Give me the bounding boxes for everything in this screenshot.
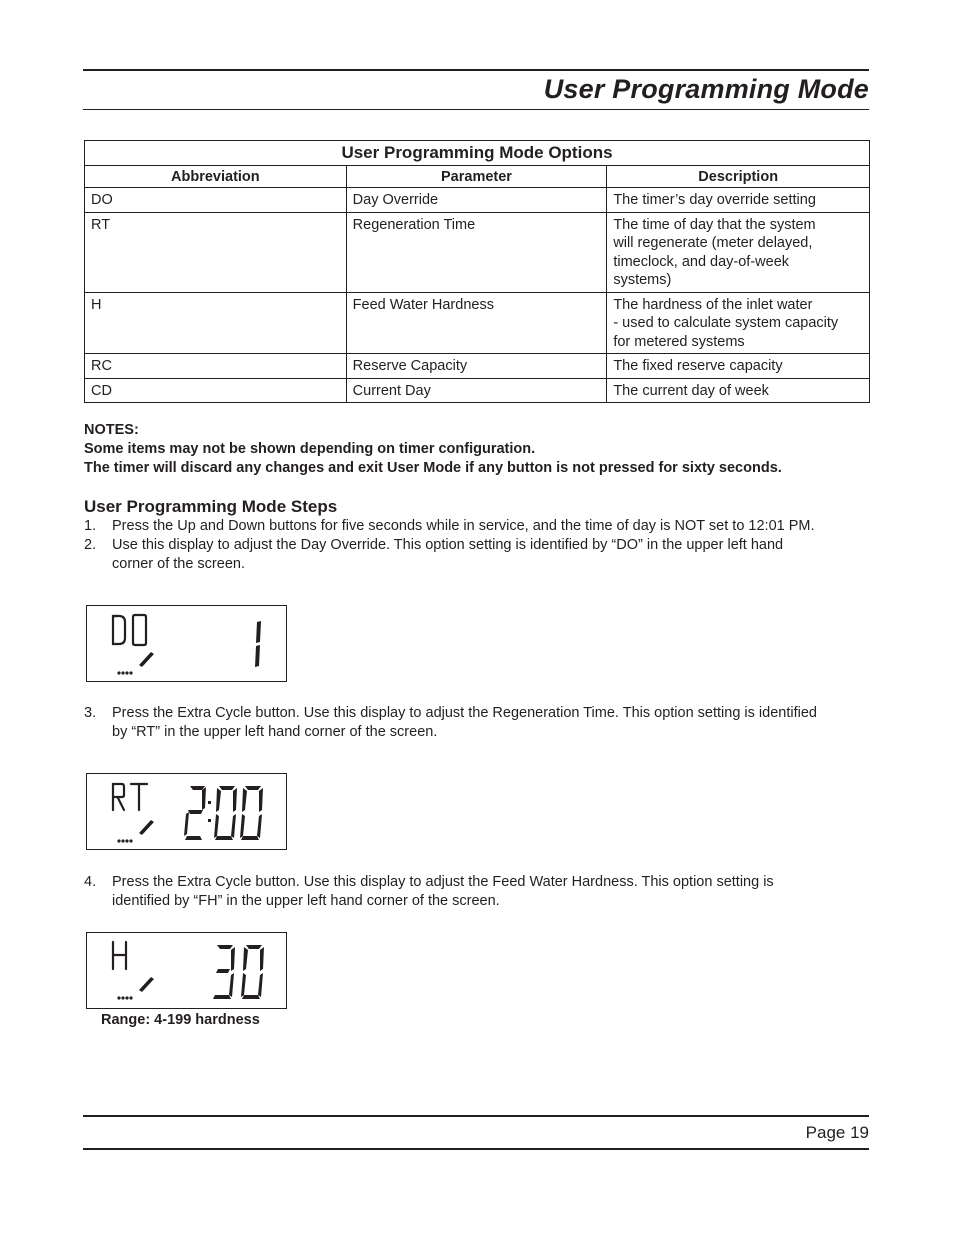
page-number: Page 19 [805, 1123, 869, 1142]
lcd-value-1 [255, 621, 261, 667]
column-header-description: Description [607, 165, 870, 188]
lcd-code-h [113, 942, 126, 969]
options-table-caption: User Programming Mode Options [85, 141, 870, 166]
step-text-line: Press the Up and Down buttons for five seconds while in service, and the time of day is NOT set to 12:01 PM. [112, 518, 815, 534]
step-text-line: by “RT” in the upper left hand corner of the screen. [112, 724, 438, 740]
footer-rule-top [83, 1115, 869, 1117]
table-header-row [85, 165, 870, 188]
column-header-abbreviation: Abbreviation [85, 165, 347, 188]
step-number: 4. [84, 874, 97, 890]
description-cell [607, 188, 870, 213]
lcd-value-30 [213, 945, 264, 999]
description-line: will regenerate (meter delayed, [613, 235, 813, 251]
description-line: The current day of week [613, 382, 769, 399]
description-cell [607, 378, 870, 403]
note-line: The timer will discard any changes and exit User Mode if any button is not pressed for sixty seconds. [84, 460, 782, 476]
description-line: systems) [613, 272, 672, 288]
header-rule-top [83, 69, 869, 71]
table-row [85, 292, 870, 354]
description-line: The fixed reserve capacity [613, 358, 783, 374]
parameter-cell: Feed Water Hardness [346, 292, 607, 354]
range-caption: Range: 4-199 hardness [101, 1012, 260, 1028]
abbreviation-cell: H [85, 292, 347, 354]
options-table [84, 140, 870, 403]
description-line: The hardness of the inlet water [613, 296, 813, 313]
step-item [84, 517, 874, 536]
table-row [85, 354, 870, 379]
table-row [85, 212, 870, 292]
description-line: - used to calculate system capacity [613, 315, 839, 331]
lcd-ellipsis-slash-icon [117, 820, 154, 843]
parameter-cell: Day Override [346, 188, 607, 213]
step-number: 2. [84, 537, 97, 553]
abbreviation-cell: RC [85, 354, 347, 379]
steps-heading: User Programming Mode Steps [84, 497, 338, 516]
lcd-code-rt [113, 784, 147, 810]
lcd-readout-h-30 [87, 933, 286, 1008]
lcd-ellipsis-slash-icon [117, 977, 154, 1000]
description-line: timeclock, and day-of-week [613, 253, 790, 270]
description-line: The timer’s day override setting [613, 192, 816, 208]
lcd-readout-do-1 [87, 606, 286, 681]
parameter-cell: Regeneration Time [346, 212, 607, 292]
lcd-readout-rt-200 [87, 774, 286, 849]
lcd-code-do [113, 615, 146, 645]
lcd-display-feed-water-hardness [86, 932, 287, 1009]
description-cell [607, 212, 870, 292]
step-number: 1. [84, 518, 97, 534]
step-number: 3. [84, 705, 97, 721]
step-text-line: identified by “FH” in the upper left hand corner of the screen. [112, 893, 500, 909]
lcd-display-day-override [86, 605, 287, 682]
lcd-ellipsis-slash-icon [117, 652, 154, 675]
footer-rule-bottom [83, 1148, 869, 1150]
table-row [85, 378, 870, 403]
step-text-line: Press the Extra Cycle button. Use this display to adjust the Regeneration Time. This option setting is identified [112, 705, 817, 721]
table-row [85, 188, 870, 213]
step-text-line: corner of the screen. [112, 556, 245, 572]
lcd-display-regeneration-time [86, 773, 287, 850]
step-item [84, 704, 874, 742]
abbreviation-cell: DO [85, 188, 347, 213]
lcd-value-2-00 [184, 786, 263, 840]
parameter-cell: Current Day [346, 378, 607, 403]
step-item [84, 873, 874, 911]
description-cell [607, 292, 870, 354]
step-text-line: Use this display to adjust the Day Override. This option setting is identified by “DO” in the upper left hand [112, 537, 784, 553]
abbreviation-cell: RT [85, 212, 347, 292]
column-header-parameter: Parameter [346, 165, 607, 188]
notes-heading: NOTES: [84, 422, 139, 438]
note-line: Some items may not be shown depending on timer configuration. [84, 441, 536, 457]
page-title: User Programming Mode [543, 74, 869, 104]
header-rule-bottom [83, 109, 869, 110]
notes-block [84, 421, 782, 478]
description-line: for metered systems [613, 333, 745, 350]
parameter-cell: Reserve Capacity [346, 354, 607, 379]
description-cell [607, 354, 870, 379]
step-text-line: Press the Extra Cycle button. Use this display to adjust the Feed Water Hardness. This option setting is [112, 874, 774, 890]
description-line: The time of day that the system [613, 216, 816, 233]
abbreviation-cell: CD [85, 378, 347, 403]
step-item [84, 536, 874, 574]
